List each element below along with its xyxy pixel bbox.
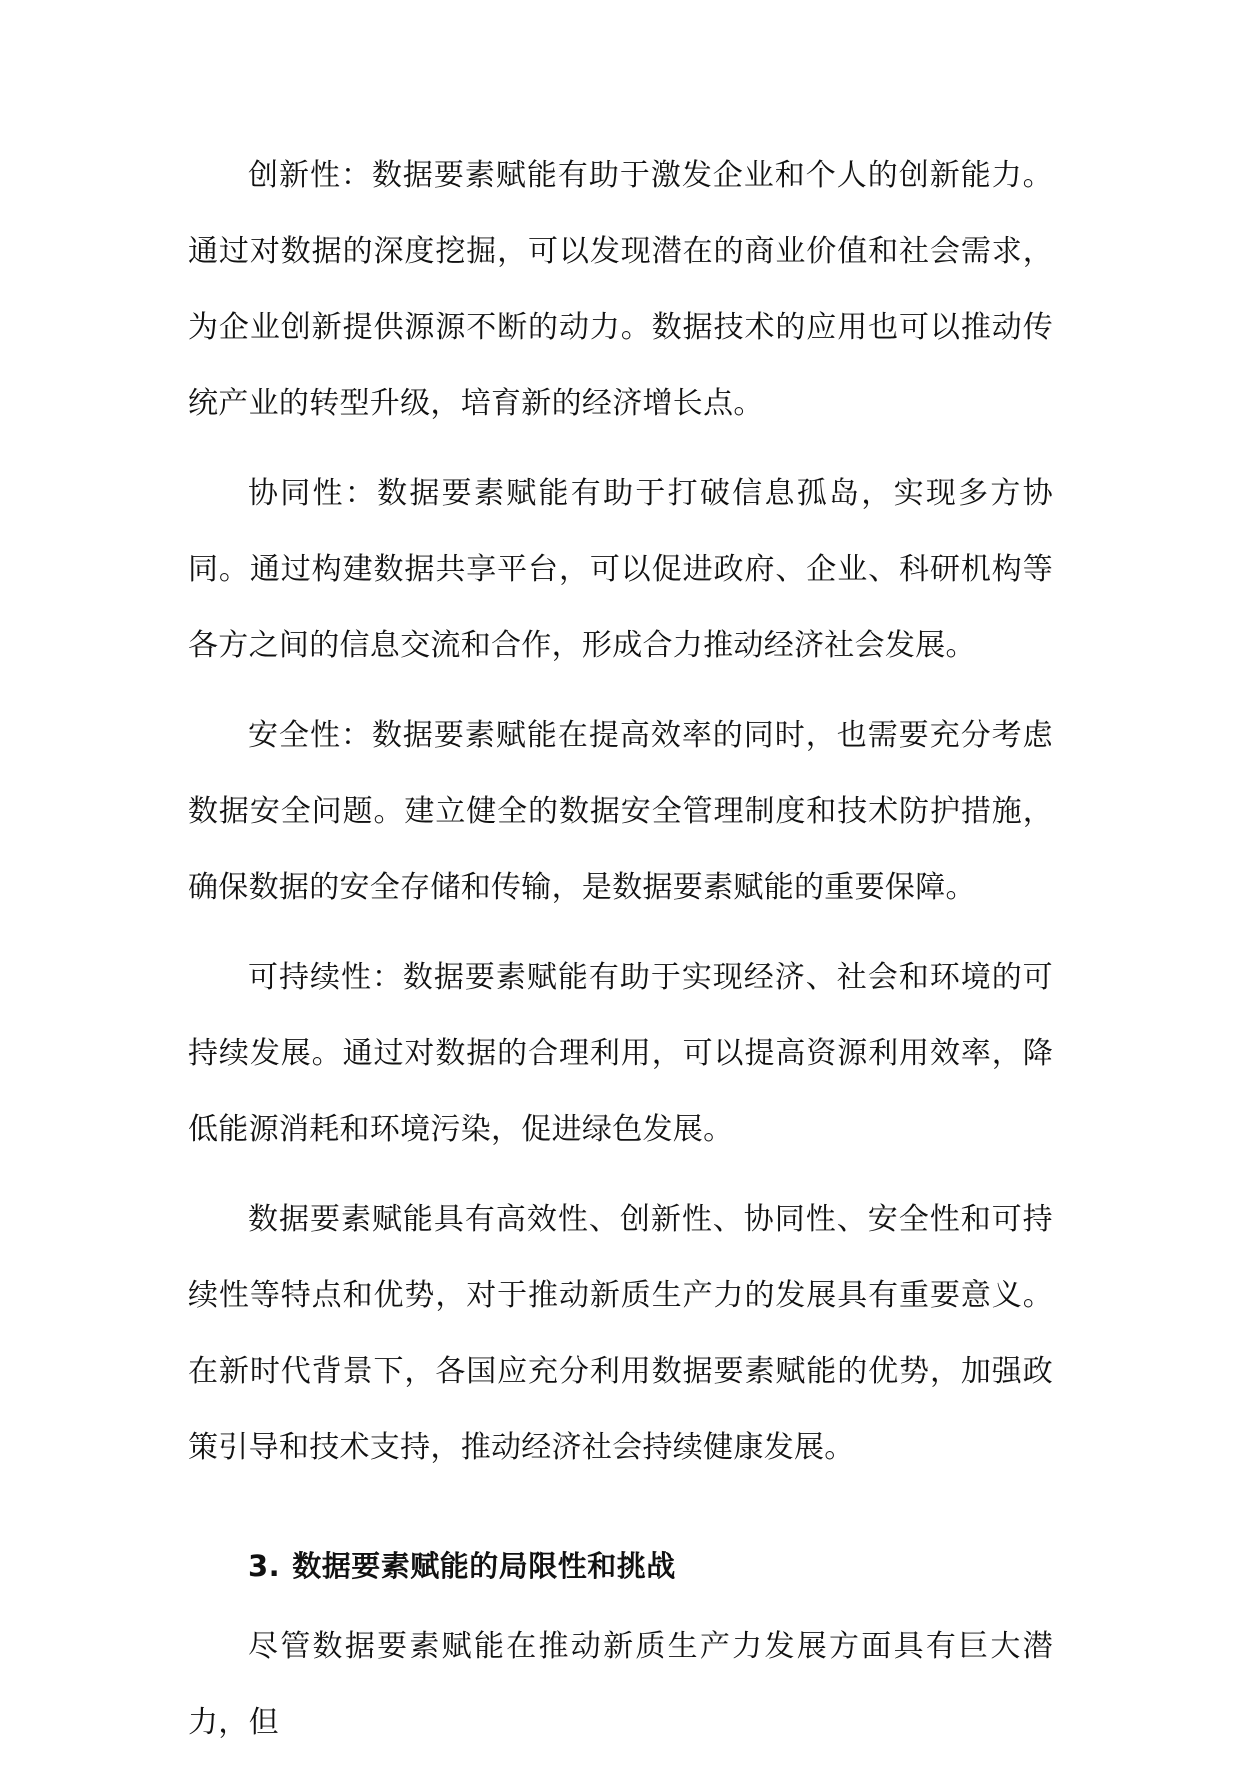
section-number: 3.	[248, 1549, 281, 1583]
document-page	[188, 138, 1053, 1775]
paragraph-sustainability: 可持续性：数据要素赋能有助于实现经济、社会和环境的可持续发展。通过对数据的合理利用，可以提高资源利用效率，降低能源消耗和环境污染，促进绿色发展。	[188, 960, 1053, 1147]
paragraph-summary: 数据要素赋能具有高效性、创新性、协同性、安全性和可持续性等特点和优势，对于推动新质生产力的发展具有重要意义。在新时代背景下，各国应充分利用数据要素赋能的优势，加强政策引导和技术支持，推动经济社会持续健康发展。	[188, 1202, 1053, 1465]
paragraph-security: 安全性：数据要素赋能在提高效率的同时，也需要充分考虑数据安全问题。建立健全的数据安全管理制度和技术防护措施，确保数据的安全存储和传输，是数据要素赋能的重要保障。	[188, 718, 1053, 905]
paragraph-innovation: 创新性：数据要素赋能有助于激发企业和个人的创新能力。通过对数据的深度挖掘，可以发现潜在的商业价值和社会需求，为企业创新提供源源不断的动力。数据技术的应用也可以推动传统产业的转型升级，培育新的经济增长点。	[188, 158, 1053, 421]
section-title: 数据要素赋能的局限性和挑战	[292, 1549, 676, 1583]
section-heading	[248, 1541, 1053, 1591]
paragraph-collaboration: 协同性：数据要素赋能有助于打破信息孤岛，实现多方协同。通过构建数据共享平台，可以促进政府、企业、科研机构等各方之间的信息交流和合作，形成合力推动经济社会发展。	[188, 476, 1053, 663]
paragraph-closing: 尽管数据要素赋能在推动新质生产力发展方面具有巨大潜力，但	[188, 1629, 1053, 1740]
